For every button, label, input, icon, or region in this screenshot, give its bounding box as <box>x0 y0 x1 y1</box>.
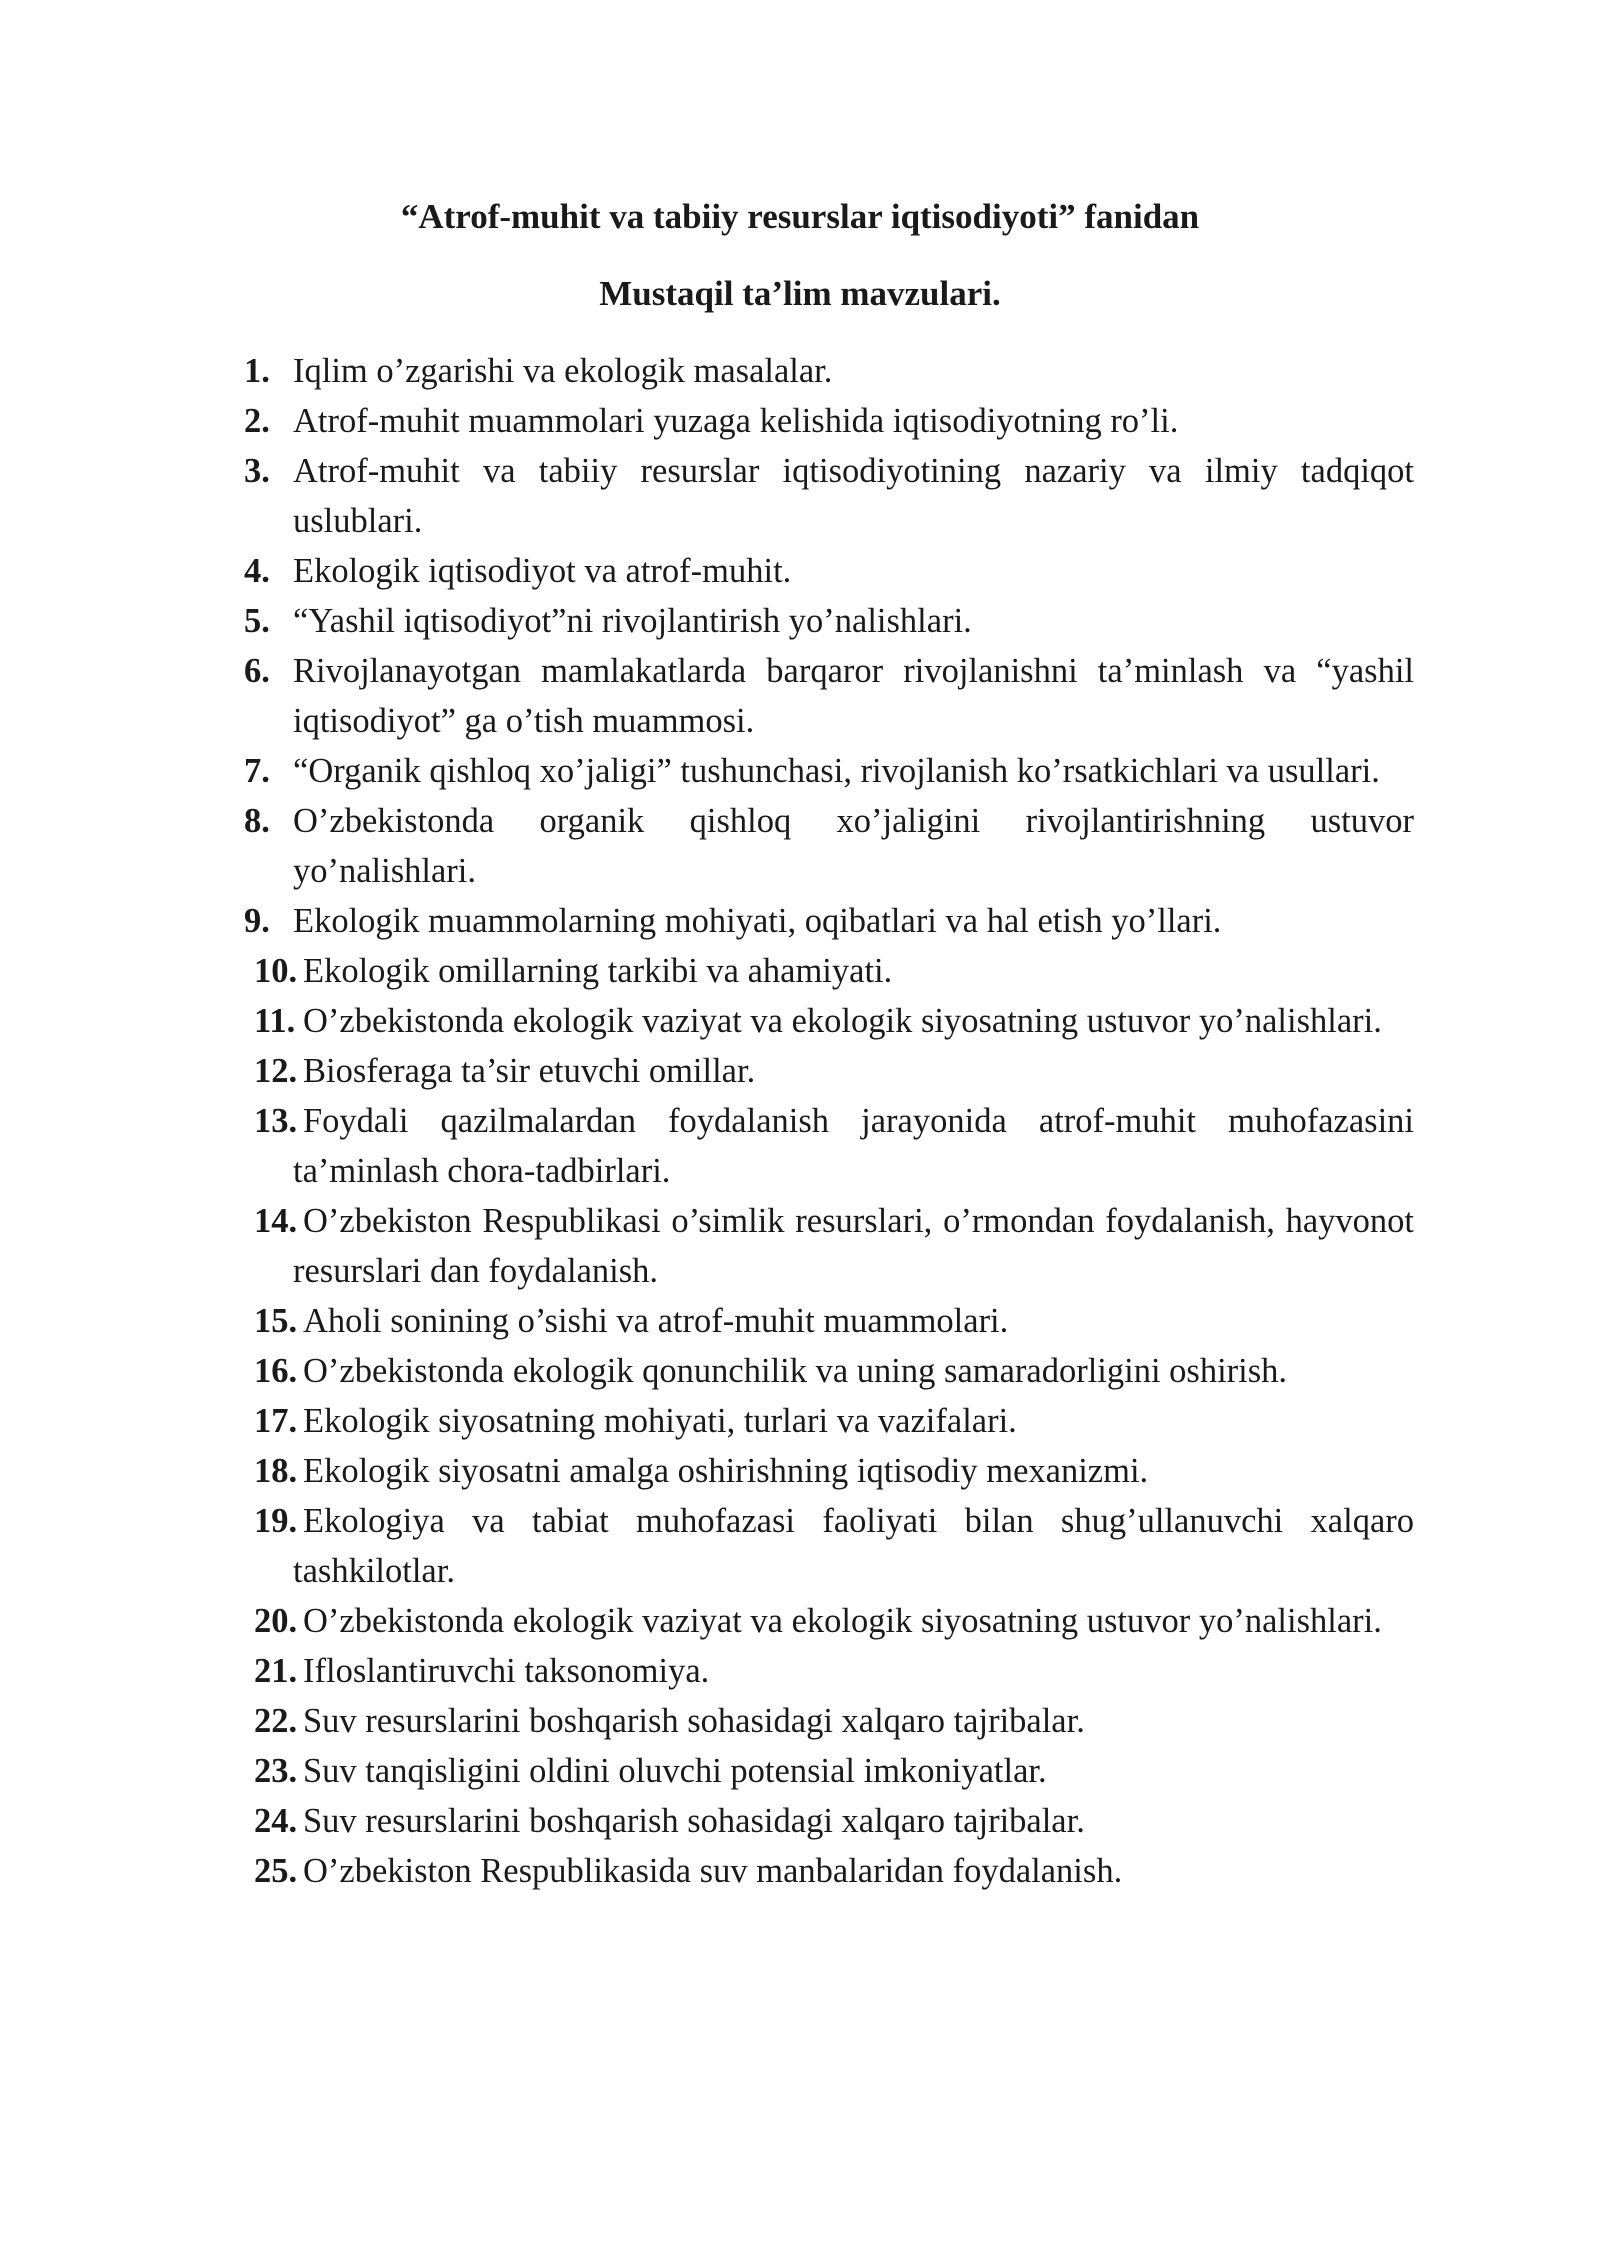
topic-item <box>244 1046 1414 1096</box>
topic-text: O’zbekiston Respublikasi o’simlik resurslari, o’rmondan foydalanish, hayvonot resurslari dan foydalanish. <box>293 1202 1414 1290</box>
topic-item <box>244 946 1414 996</box>
topic-number: 11. <box>254 1002 296 1040</box>
topic-text: Biosferaga ta’sir etuvchi omillar. <box>303 1052 756 1090</box>
topic-text: Ekologik muammolarning mohiyati, oqibatlari va hal etish yo’llari. <box>293 902 1222 940</box>
topic-text: Atrof-muhit muammolari yuzaga kelishida iqtisodiyotning ro’li. <box>293 402 1179 440</box>
topic-number: 7. <box>244 752 270 790</box>
topic-number: 22. <box>254 1702 298 1740</box>
topic-text: Rivojlanayotgan mamlakatlarda barqaror rivojlanishni ta’minlash va “yashil iqtisodiyot” ga o’tish muammosi. <box>293 652 1414 740</box>
topic-text: Suv resurslarini boshqarish sohasidagi xalqaro tajribalar. <box>303 1802 1085 1840</box>
topic-text: O’zbekistonda ekologik vaziyat va ekologik siyosatning ustuvor yo’nalishlari. <box>303 1002 1382 1040</box>
topic-text: Ekologik iqtisodiyot va atrof-muhit. <box>293 552 792 590</box>
topic-item <box>244 1496 1414 1596</box>
topic-text: O’zbekistonda ekologik vaziyat va ekologik siyosatning ustuvor yo’nalishlari. <box>303 1602 1382 1640</box>
topic-number: 12. <box>254 1052 298 1090</box>
topic-item <box>244 646 1414 746</box>
topic-text: Atrof-muhit va tabiiy resurslar iqtisodiyotining nazariy va ilmiy tadqiqot uslublari. <box>293 452 1414 540</box>
topic-text: O’zbekiston Respublikasida suv manbalaridan foydalanish. <box>303 1852 1123 1890</box>
topic-item <box>244 1296 1414 1346</box>
topic-text: O’zbekistonda organik qishloq xo’jaligini rivojlantirishning ustuvor yo’nalishlari. <box>293 802 1414 890</box>
topic-item <box>244 1446 1414 1496</box>
topic-item <box>244 1846 1414 1896</box>
topic-number: 13. <box>254 1102 298 1140</box>
topic-text: Ekologik siyosatni amalga oshirishning iqtisodiy mexanizmi. <box>303 1452 1149 1490</box>
topic-text: Iqlim o’zgarishi va ekologik masalalar. <box>293 352 833 390</box>
topic-text: Suv tanqisligini oldini oluvchi potensial imkoniyatlar. <box>303 1752 1047 1790</box>
topic-number: 2. <box>244 402 270 440</box>
topic-text: “Organik qishloq xo’jaligi” tushunchasi, rivojlanish ko’rsatkichlari va usullari. <box>293 752 1380 790</box>
topic-item <box>244 1196 1414 1296</box>
topic-item <box>244 1696 1414 1746</box>
topic-item <box>244 1096 1414 1196</box>
topic-item <box>244 796 1414 896</box>
topic-number: 1. <box>244 352 270 390</box>
topic-text: Aholi sonining o’sishi va atrof-muhit muammolari. <box>303 1302 1009 1340</box>
topic-number: 6. <box>244 652 270 690</box>
topic-text: Ekologik omillarning tarkibi va ahamiyati. <box>303 952 893 990</box>
topic-item <box>244 1746 1414 1796</box>
topic-number: 19. <box>254 1502 298 1540</box>
document-title: “Atrof-muhit va tabiiy resurslar iqtisodiyoti” fanidan <box>400 197 1200 236</box>
topic-number: 4. <box>244 552 270 590</box>
topic-item <box>244 596 1414 646</box>
topic-item <box>244 1796 1414 1846</box>
topic-item <box>244 346 1414 396</box>
topic-number: 3. <box>244 452 270 490</box>
topic-number: 16. <box>254 1352 298 1390</box>
topic-number: 21. <box>254 1652 298 1690</box>
topic-number: 9. <box>244 902 270 940</box>
topic-text: O’zbekistonda ekologik qonunchilik va uning samaradorligini oshirish. <box>303 1352 1288 1390</box>
topic-item <box>244 1396 1414 1446</box>
topic-number: 18. <box>254 1452 298 1490</box>
topic-text: Suv resurslarini boshqarish sohasidagi xalqaro tajribalar. <box>303 1702 1085 1740</box>
topic-number: 8. <box>244 802 270 840</box>
topic-number: 24. <box>254 1802 298 1840</box>
topic-number: 25. <box>254 1852 298 1890</box>
topic-text: Ekologik siyosatning mohiyati, turlari va vazifalari. <box>303 1402 1017 1440</box>
topic-item <box>244 396 1414 446</box>
topic-text: Foydali qazilmalardan foydalanish jarayonida atrof-muhit muhofazasini ta’minlash chora-tadbirlari. <box>293 1102 1414 1190</box>
topic-text: Ifloslantiruvchi taksonomiya. <box>303 1652 710 1690</box>
topic-item <box>244 996 1414 1046</box>
topic-list <box>244 346 1414 1896</box>
topic-number: 17. <box>254 1402 298 1440</box>
topic-item <box>244 1596 1414 1646</box>
topic-item <box>244 1646 1414 1696</box>
topic-item <box>244 546 1414 596</box>
topic-item <box>244 1346 1414 1396</box>
topic-number: 10. <box>254 952 298 990</box>
topic-item <box>244 446 1414 546</box>
topic-item <box>244 896 1414 946</box>
topic-text: “Yashil iqtisodiyot”ni rivojlantirish yo’nalishlari. <box>293 602 972 640</box>
topic-number: 23. <box>254 1752 298 1790</box>
topic-number: 14. <box>254 1202 298 1240</box>
topic-number: 15. <box>254 1302 298 1340</box>
topic-number: 5. <box>244 602 270 640</box>
document-subtitle: Mustaqil ta’lim mavzulari. <box>599 274 1001 313</box>
topic-item <box>244 746 1414 796</box>
topic-text: Ekologiya va tabiat muhofazasi faoliyati bilan shug’ullanuvchi xalqaro tashkilotlar. <box>293 1502 1414 1590</box>
topic-number: 20. <box>254 1602 298 1640</box>
